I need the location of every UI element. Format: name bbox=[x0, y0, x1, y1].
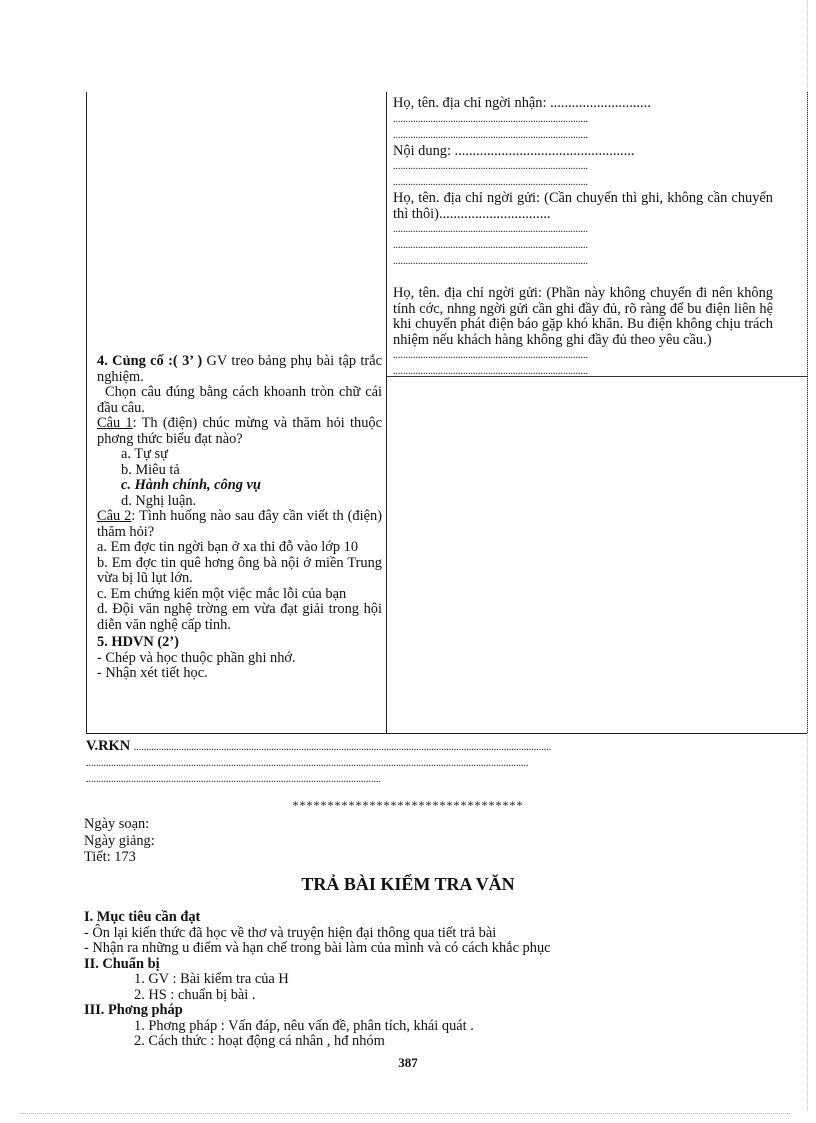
option: d. Đội văn nghệ trờng em vừa đạt giải trong hội diễn văn nghệ cấp tỉnh. bbox=[97, 601, 382, 633]
question-1-label: Câu 1 bbox=[97, 415, 133, 431]
lesson-body bbox=[84, 910, 784, 1050]
option: a. Em đợc tin ngời bạn ở xa thi đỗ vào lớp 10 bbox=[97, 539, 359, 555]
dotted-line: .............................................................................. bbox=[393, 240, 588, 251]
sender-note: Họ, tên. địa chỉ ngời gửi: (Phần này không chuyển đi nên không tính cớc, nhng ngời gửi cần ghi đầy đủ, rõ ràng để bu điện liên hệ khi chuyển phát điện báo gặp khó khăn. Bu điện không chịu trách nhiệm nếu khách hàng không ghi đầy đủ theo yêu cầu.) bbox=[393, 285, 773, 348]
page-border-right bbox=[807, 0, 808, 1110]
consolidation-heading: 4. Củng cố :( 3’ ) GV treo bảng phụ bài tập trắc nghiệm. bbox=[97, 353, 382, 385]
option: b. Miêu tả bbox=[121, 461, 180, 478]
dotted-line: .............................................................................. bbox=[393, 113, 588, 125]
recipient-line: Họ, tên. địa chỉ ngời nhận: ............................ bbox=[393, 95, 651, 111]
section-4-label: 4. Củng cố :( 3’ ) bbox=[97, 353, 203, 369]
telegram-form-column bbox=[393, 96, 773, 380]
lesson-title: TRẢ BÀI KIỂM TRA VĂN bbox=[301, 874, 515, 894]
prep-item: 2. HS : chuẩn bị bài . bbox=[134, 986, 256, 1003]
option: a. Tự sự bbox=[121, 446, 168, 462]
page-border-bottom bbox=[20, 1113, 790, 1114]
question-1-options bbox=[97, 447, 382, 509]
teach-date: Ngày giảng: bbox=[84, 832, 155, 849]
section-heading: III. Phơng pháp bbox=[84, 1002, 183, 1018]
option: d. Nghị luận. bbox=[121, 492, 197, 509]
question-2-label: Câu 2 bbox=[97, 508, 132, 524]
homework-heading: 5. HDVN (2’) bbox=[97, 634, 179, 650]
instruction: Chọn câu đúng bằng cách khoanh tròn chữ cái đầu câu. bbox=[97, 384, 382, 416]
homework-item: - Nhận xét tiết học. bbox=[97, 665, 208, 681]
question-2: Câu 2: Tình huống nào sau đây cần viết th (điện) thăm hỏi? bbox=[97, 508, 382, 540]
sender-line: Họ, tên. địa chỉ ngời gửi: (Cần chuyển thì ghi, không cần chuyển thì thôi)............................... bbox=[393, 190, 773, 222]
dotted-line: .............................................................................. bbox=[393, 161, 588, 172]
dotted-line: .............................................................................. bbox=[393, 256, 588, 267]
dotted-line: ...................................................................................................................... bbox=[86, 774, 381, 785]
lesson-table bbox=[86, 92, 808, 734]
option: b. Em đợc tin quê hơng ông bà nội ở miền Trung vừa bị lũ lụt lớn. bbox=[97, 554, 382, 586]
homework-item: - Chép và học thuộc phần ghi nhớ. bbox=[97, 649, 296, 666]
method-item: 2. Cách thức : hoạt động cá nhân , hđ nhóm bbox=[134, 1033, 385, 1049]
dotted-line: .............................................................................. bbox=[393, 350, 588, 361]
rkn-section: V.RKN ....................................................................................................................................................................... ................................................................................................................................................................................. ...................................................................................................................... bbox=[86, 738, 786, 788]
section-heading: II. Chuẩn bị bbox=[84, 955, 160, 972]
column-divider bbox=[386, 92, 387, 733]
period: Tiết: 173 bbox=[84, 849, 136, 865]
consolidation-column bbox=[97, 354, 382, 682]
lesson-info bbox=[84, 816, 155, 866]
dotted-line: .............................................................................. bbox=[393, 177, 588, 188]
star-separator: ********************************* bbox=[292, 798, 524, 812]
dotted-line: ................................................................................................................................................................................. bbox=[86, 758, 529, 769]
objective-item: - Ôn lại kiến thức đã học về thơ và truyện hiện đại thông qua tiết trả bài bbox=[84, 924, 497, 941]
option-correct: c. Hành chính, công vụ bbox=[121, 477, 261, 493]
dotted-line: .............................................................................. bbox=[393, 366, 588, 377]
dotted-line: .............................................................................. bbox=[393, 129, 588, 141]
prep-date: Ngày soạn: bbox=[84, 816, 150, 832]
content-line: Nội dung: .................................................. bbox=[393, 142, 635, 159]
dotted-line: .............................................................................. bbox=[393, 224, 588, 235]
question-1: Câu 1: Th (điện) chúc mừng và thăm hỏi thuộc phơng thức biểu đạt nào? bbox=[97, 415, 382, 447]
option: c. Em chứng kiến một việc mắc lỗi của bạn bbox=[97, 585, 347, 602]
rkn-label: V.RKN bbox=[86, 738, 131, 754]
section-heading: I. Mục tiêu cần đạt bbox=[84, 909, 201, 925]
objective-item: - Nhận ra những u điểm và hạn chế trong bài làm của mình và có cách khắc phục bbox=[84, 940, 551, 956]
method-item: 1. Phơng pháp : Vấn đáp, nêu vấn đề, phân tích, khái quát . bbox=[134, 1017, 474, 1034]
prep-item: 1. GV : Bài kiểm tra của H bbox=[134, 971, 289, 987]
page-number: 387 bbox=[398, 1055, 418, 1070]
